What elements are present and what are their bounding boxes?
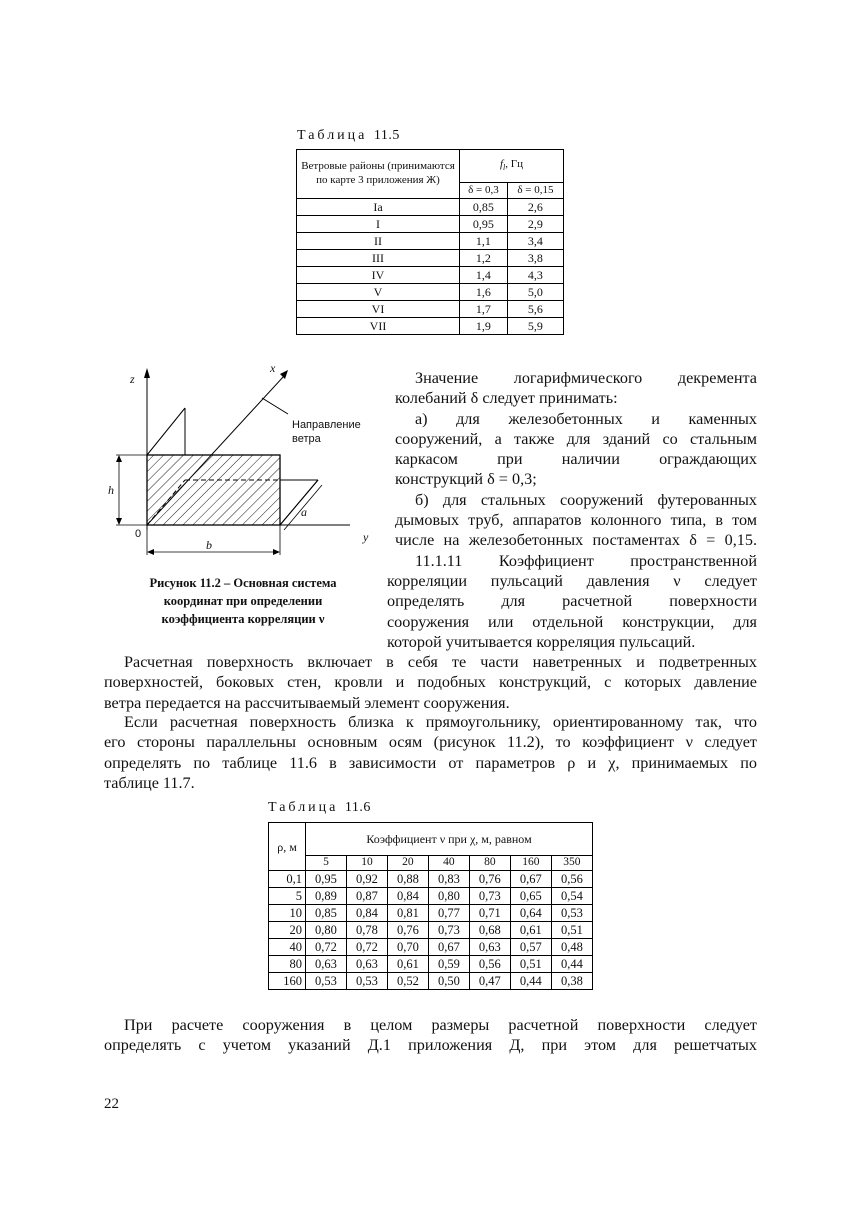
- table-cell: 0,83: [428, 871, 469, 888]
- figure-caption-line: Рисунок 11.2 – Основная система: [149, 576, 337, 590]
- text-line: а) для железобетонных и каменных: [415, 409, 757, 428]
- table-row: [269, 973, 593, 990]
- table-cell: 0,48: [551, 939, 592, 956]
- table-cell: 20: [269, 922, 306, 939]
- table-11-5-caption: [297, 128, 400, 144]
- right-column-text: [387, 368, 757, 652]
- text-line: колебаний δ следует принимать:: [395, 389, 618, 408]
- table-row: [297, 318, 564, 335]
- table-cell: 0,63: [469, 939, 510, 956]
- front-face: [147, 455, 280, 525]
- chi-header: 5: [306, 856, 347, 871]
- wind-direction-label-2: ветра: [292, 433, 321, 445]
- left-wall-diagonal: [147, 408, 185, 455]
- chi-header: 350: [551, 856, 592, 871]
- subheader-delta-03: δ = 0,3: [460, 183, 508, 199]
- table-cell: 0,61: [510, 922, 551, 939]
- table-cell: 0,61: [387, 956, 428, 973]
- table-cell: 0,78: [346, 922, 387, 939]
- h-label: h: [108, 483, 114, 497]
- table-cell: 1,1: [460, 233, 508, 250]
- table-cell: I: [297, 216, 460, 233]
- text-line: его стороны параллельны основным осям (рисунок 11.2), то коэффициент ν следует: [104, 733, 757, 752]
- table-cell: 0,44: [551, 956, 592, 973]
- table-row: [297, 301, 564, 318]
- table-cell: 0,77: [428, 905, 469, 922]
- table-cell: 0,84: [346, 905, 387, 922]
- table-cell: 0,38: [551, 973, 592, 990]
- b-label: b: [206, 538, 212, 552]
- freq-symbol: f: [499, 158, 504, 171]
- chi-header: 20: [387, 856, 428, 871]
- table-cell: 0,64: [510, 905, 551, 922]
- text-line: конструкций δ = 0,3;: [395, 470, 537, 489]
- header-rho: ρ, м: [269, 823, 306, 871]
- a-label: a: [301, 505, 307, 519]
- table-row: [297, 199, 564, 216]
- text-line: числе на железобетонных постаментах δ = 0,15.: [395, 531, 757, 550]
- table-cell: II: [297, 233, 460, 250]
- z-axis-arrow: [144, 368, 150, 378]
- table-cell: 0,85: [306, 905, 347, 922]
- header-frequency: [460, 150, 564, 183]
- table-cell: 2,6: [507, 199, 563, 216]
- table-11-5: [296, 149, 564, 335]
- chi-header: 40: [428, 856, 469, 871]
- table-cell: 0,88: [387, 871, 428, 888]
- table-row: [269, 888, 593, 905]
- text-line: Значение логарифмического декремента: [415, 369, 757, 387]
- table-cell: 0,51: [551, 922, 592, 939]
- table-cell: 1,7: [460, 301, 508, 318]
- table-cell: 0,76: [387, 922, 428, 939]
- table-cell: V: [297, 284, 460, 301]
- table-cell: 10: [269, 905, 306, 922]
- text-line: 11.1.11 Коэффициент пространственной: [415, 551, 757, 570]
- table-cell: 0,1: [269, 871, 306, 888]
- table-caption-number: 11.5: [373, 128, 400, 143]
- h-arrow-top: [116, 455, 122, 462]
- table-row: [269, 939, 593, 956]
- table-cell: 0,70: [387, 939, 428, 956]
- table-cell: 0,56: [469, 956, 510, 973]
- table-cell: 160: [269, 973, 306, 990]
- table-cell: 0,72: [306, 939, 347, 956]
- table-cell: 1,4: [460, 267, 508, 284]
- origin-label: 0: [135, 528, 142, 540]
- text-line: каркасом при наличии ограждающих: [395, 450, 757, 469]
- table-row: [269, 905, 593, 922]
- header-coefficient: Коэффициент ν при χ, м, равном: [306, 823, 593, 856]
- table-cell: 0,59: [428, 956, 469, 973]
- figure-caption: [108, 574, 378, 628]
- table-cell: 0,92: [346, 871, 387, 888]
- text-line: поверхностей, боковых стен, кровли и подобных конструкций, с которых давление: [104, 673, 757, 692]
- table-cell: 0,47: [469, 973, 510, 990]
- base-diagonal: [280, 480, 318, 525]
- text-line: сооружения или отдельной конструкции, для: [387, 612, 757, 631]
- table-cell: VI: [297, 301, 460, 318]
- table-cell: 0,89: [306, 888, 347, 905]
- table-cell: 0,80: [428, 888, 469, 905]
- table-11-6-caption: [268, 800, 371, 816]
- chi-header: 160: [510, 856, 551, 871]
- table-cell: 2,9: [507, 216, 563, 233]
- text-line: Если расчетная поверхность близка к прямоугольнику, ориентированному так, что: [124, 713, 757, 731]
- chi-header: 10: [346, 856, 387, 871]
- figure-11-2-diagram: [100, 360, 385, 575]
- table-cell: 0,76: [469, 871, 510, 888]
- table-cell: 1,9: [460, 318, 508, 335]
- table-cell: Ia: [297, 199, 460, 216]
- freq-subscript: l: [503, 163, 506, 173]
- table-cell: 5,9: [507, 318, 563, 335]
- table-cell: 0,53: [551, 905, 592, 922]
- table-cell: 0,95: [460, 216, 508, 233]
- table-row: [269, 871, 593, 888]
- b-arrow-left: [147, 549, 154, 555]
- table-row: [297, 216, 564, 233]
- table-cell: 0,67: [510, 871, 551, 888]
- table-cell: 0,65: [510, 888, 551, 905]
- figure-caption-line: координат при определении: [163, 594, 323, 608]
- text-line: корреляции пульсаций давления ν следует: [387, 571, 757, 590]
- table-cell: 0,63: [346, 956, 387, 973]
- text-line: ветра передается на рассчитываемый элемент сооружения.: [104, 693, 510, 712]
- table-row: [297, 233, 564, 250]
- b-arrow-right: [273, 549, 280, 555]
- table-cell: 5,6: [507, 301, 563, 318]
- table-row: [297, 250, 564, 267]
- text-line: определять с учетом указаний Д.1 приложения Д, при этом для решетчатых: [104, 1036, 757, 1055]
- text-line: определять для расчетной поверхности: [387, 592, 757, 611]
- subheader-delta-015: δ = 0,15: [507, 183, 563, 199]
- table-cell: 3,4: [507, 233, 563, 250]
- table-cell: 0,95: [306, 871, 347, 888]
- table-cell: 0,54: [551, 888, 592, 905]
- table-cell: 40: [269, 939, 306, 956]
- table-cell: 0,73: [469, 888, 510, 905]
- table-11-6: [268, 822, 593, 990]
- table-cell: 1,6: [460, 284, 508, 301]
- table-row: [297, 284, 564, 301]
- axis-y-label: y: [363, 530, 369, 544]
- table-cell: IV: [297, 267, 460, 284]
- text-line: таблице 11.7.: [104, 773, 195, 792]
- table-cell: 0,67: [428, 939, 469, 956]
- text-line: б) для стальных сооружений футерованных: [415, 490, 757, 509]
- table-cell: 80: [269, 956, 306, 973]
- text-line: дымовых труб, аппаратов колонного типа, в том: [395, 511, 757, 530]
- table-cell: 0,85: [460, 199, 508, 216]
- table-cell: 0,44: [510, 973, 551, 990]
- table-cell: 0,51: [510, 956, 551, 973]
- paragraph-1: [104, 652, 757, 713]
- table-cell: 0,84: [387, 888, 428, 905]
- axis-x-label: x: [270, 361, 276, 375]
- table-cell: 0,68: [469, 922, 510, 939]
- table-cell: 5,0: [507, 284, 563, 301]
- table-cell: 0,81: [387, 905, 428, 922]
- table-row: [269, 956, 593, 973]
- text-line: Расчетная поверхность включает в себя те части наветренных и подветренных: [124, 653, 757, 671]
- table-caption-label: Таблица: [297, 128, 368, 143]
- table-cell: 0,80: [306, 922, 347, 939]
- wind-leader-line: [262, 398, 288, 414]
- page-number: 22: [104, 1096, 119, 1112]
- table-cell: 5: [269, 888, 306, 905]
- table-caption-number: 11.6: [344, 800, 371, 815]
- table-cell: VII: [297, 318, 460, 335]
- header-regions: Ветровые районы (принимаются по карте 3 приложения Ж): [297, 150, 460, 199]
- table-cell: 1,2: [460, 250, 508, 267]
- table-cell: 0,53: [306, 973, 347, 990]
- paragraph-3: [104, 1015, 757, 1056]
- table-cell: 0,52: [387, 973, 428, 990]
- figure-caption-line: коэффициента корреляции ν: [161, 612, 325, 626]
- table-cell: 0,71: [469, 905, 510, 922]
- table-cell: 0,73: [428, 922, 469, 939]
- x-axis-arrow: [280, 370, 288, 379]
- wind-direction-label-1: Направление: [292, 419, 361, 431]
- table-cell: 0,72: [346, 939, 387, 956]
- h-arrow-bottom: [116, 518, 122, 525]
- table-cell: III: [297, 250, 460, 267]
- text-line: определять по таблице 11.6 в зависимости от параметров ρ и χ, принимаемых по: [104, 753, 757, 772]
- paragraph-2: [104, 712, 757, 793]
- table-cell: 0,50: [428, 973, 469, 990]
- table-row: [297, 267, 564, 284]
- table-cell: 0,63: [306, 956, 347, 973]
- table-cell: 0,56: [551, 871, 592, 888]
- table-cell: 4,3: [507, 267, 563, 284]
- text-line: сооружений, а также для зданий со стальным: [395, 429, 757, 448]
- freq-unit: , Гц: [505, 158, 524, 171]
- table-cell: 0,53: [346, 973, 387, 990]
- text-line: При расчете сооружения в целом размеры расчетной поверхности следует: [124, 1016, 757, 1034]
- table-cell: 0,87: [346, 888, 387, 905]
- table-cell: 3,8: [507, 250, 563, 267]
- axis-z-label: z: [130, 372, 135, 386]
- table-cell: 0,57: [510, 939, 551, 956]
- chi-header: 80: [469, 856, 510, 871]
- table-caption-label: Таблица: [268, 800, 339, 815]
- table-row: [269, 922, 593, 939]
- text-line: которой учитывается корреляция пульсаций.: [387, 632, 696, 651]
